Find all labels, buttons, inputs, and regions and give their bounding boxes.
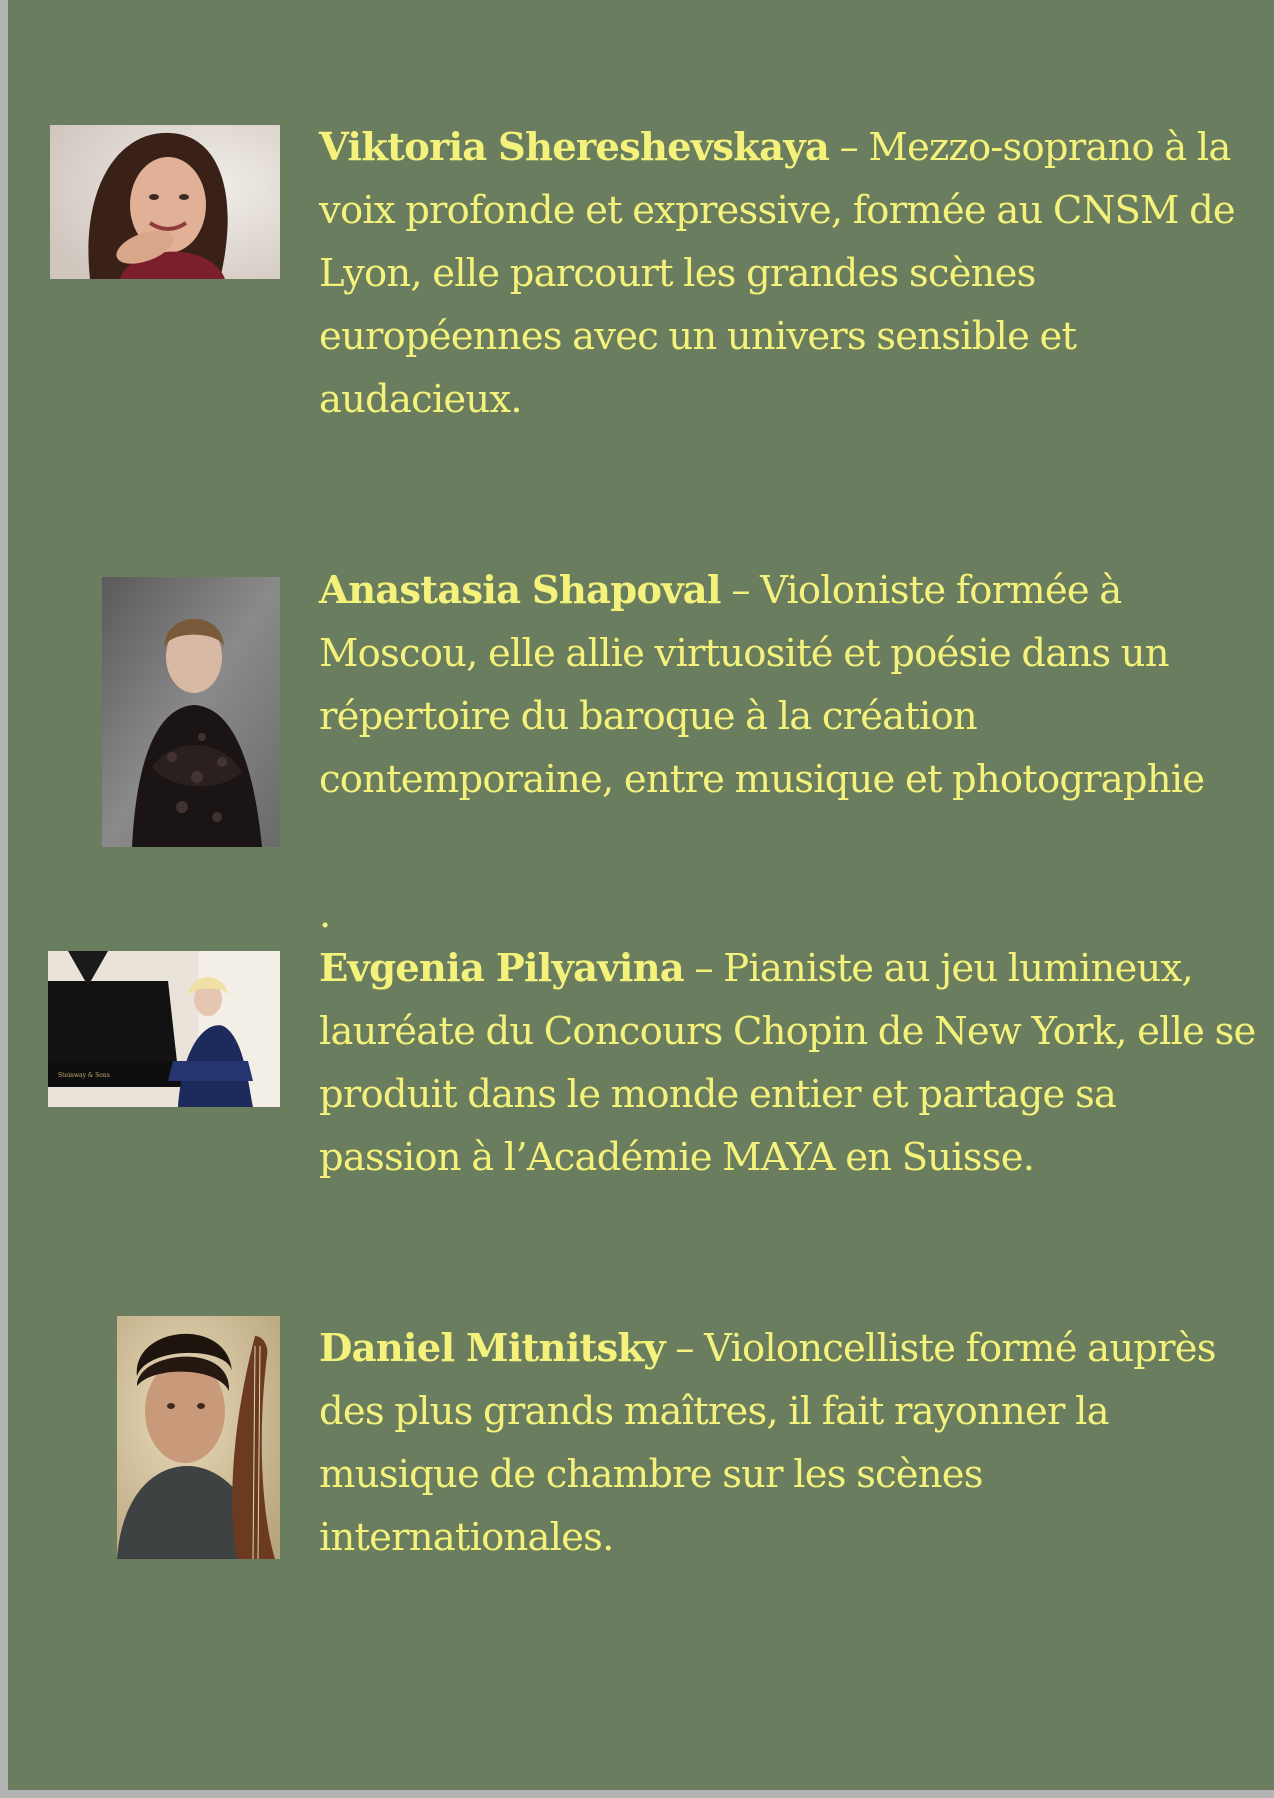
portrait-cellist-icon: [117, 1316, 280, 1559]
artist-name: Anastasia Shapoval: [319, 568, 721, 613]
artist-bio-evgenia: [319, 937, 1264, 1189]
artist-photo-evgenia: [48, 951, 280, 1107]
artist-photo-daniel: [117, 1316, 280, 1559]
artist-description: Pianiste au jeu lumineux, lauréate du Concours Chopin de New York, elle se produit dans le monde entier et partage sa passion à l’Académie MAYA en Suisse.: [319, 946, 1256, 1180]
artist-photo-viktoria: [50, 125, 280, 279]
artist-description: Mezzo-soprano à la voix profonde et expressive, formée au CNSM de Lyon, elle parcourt les grandes scènes européennes avec un univers sensible et audacieux.: [319, 125, 1235, 422]
artist-description: Violoncelliste formé auprès des plus grands maîtres, il fait rayonner la musique de chambre sur les scènes internationales.: [319, 1326, 1216, 1560]
artist-bio-daniel: [319, 1317, 1264, 1569]
portrait-violinist-icon: [102, 577, 280, 847]
name-separator: –: [683, 946, 724, 991]
artist-photo-anastasia: [102, 577, 280, 847]
document-page: [8, 0, 1274, 1790]
portrait-mezzo-soprano-icon: [50, 125, 280, 279]
artist-name: Viktoria Shereshevskaya: [319, 125, 830, 170]
portrait-pianist-at-piano-icon: [48, 951, 280, 1107]
piano-brand-mark-icon: Steinway & Sons: [58, 1072, 110, 1079]
artist-description: Violoniste formée à Moscou, elle allie virtuosité et poésie dans un répertoire du baroque à la création contemporaine, entre musique et photographie: [319, 568, 1205, 802]
name-separator: –: [664, 1326, 705, 1371]
artist-bio-viktoria: [319, 116, 1264, 431]
artist-name: Evgenia Pilyavina: [319, 946, 684, 991]
name-separator: –: [720, 568, 761, 613]
artist-bio-anastasia: [319, 559, 1264, 811]
artist-name: Daniel Mitnitsky: [319, 1326, 665, 1371]
trailing-period: .: [319, 892, 332, 937]
name-separator: –: [829, 125, 869, 170]
